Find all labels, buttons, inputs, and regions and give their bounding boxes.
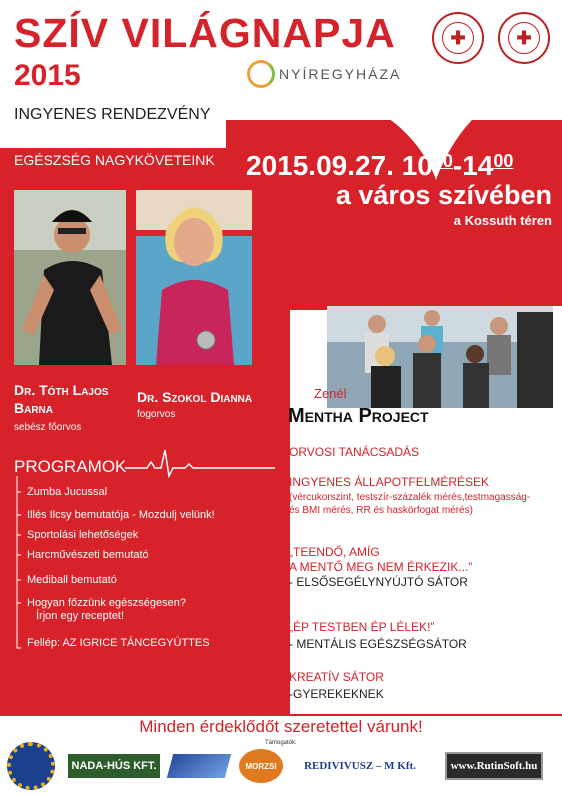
first-aid-tent: - ELSŐSEGÉLYNYÚJTÓ SÁTOR xyxy=(289,575,468,589)
city-logo-icon xyxy=(247,60,275,88)
mental-quote: „ÉP TESTBEN ÉP LÉLEK!” xyxy=(289,620,435,634)
welcome-message: Minden érdeklődőt szeretettel várunk! xyxy=(139,717,423,736)
ambassadors-label: EGÉSZSÉG NAGYKÖVETEINK xyxy=(14,152,215,168)
first-aid-quote-line2: A MENTŐ MEG NEM ÉRKEZIK...” xyxy=(289,560,473,574)
first-aid-quote-line1: „TEENDŐ, AMÍG xyxy=(289,545,380,559)
rotary-logo xyxy=(4,744,58,788)
redivivusz-logo xyxy=(294,744,426,788)
morzsi-logo-text: MORZSI xyxy=(239,749,283,783)
program-item: Fellép: AZ IGRICE TÁNCEGYÜTTES xyxy=(27,637,210,649)
event-date: 2015.09.27. 10 xyxy=(246,150,433,181)
program-item: Írjon egy receptet! xyxy=(36,610,125,622)
doctor-1-name-line2: Barna xyxy=(14,400,53,416)
doctor-2-role: fogorvos xyxy=(137,409,176,420)
morzsi-logo xyxy=(234,744,288,788)
hospital-seal-2: ✚ xyxy=(498,12,550,64)
cyclist-photo xyxy=(14,190,126,365)
event-year: 2015 xyxy=(14,59,81,92)
programs-title: PROGRAMOK xyxy=(14,457,127,476)
end-hour: -14 xyxy=(452,150,494,181)
sponsor-graphic-logo xyxy=(168,744,230,788)
band-photo xyxy=(327,306,553,408)
free-event-subtitle: INGYENES RENDEZVÉNY xyxy=(14,106,211,123)
program-item: Mediball bemutató xyxy=(27,574,117,586)
rutinsoft-text[interactable]: www.RutinSoft.hu xyxy=(445,752,544,780)
free-checks-detail-2: és BMI mérés, RR és haskörfogat mérés) xyxy=(289,505,473,516)
program-item: Sportolási lehetőségek xyxy=(27,529,139,541)
nadahus-logo-text: NADA-HÚS KFT. xyxy=(68,754,161,778)
program-item: Harcművészeti bemutató xyxy=(27,549,149,561)
event-square: a Kossuth téren xyxy=(453,213,552,228)
end-minutes: 00 xyxy=(493,151,514,171)
music-label: Zenél xyxy=(314,386,347,401)
doctor-1 xyxy=(14,381,108,433)
heartbeat-line xyxy=(125,448,275,478)
city-logo xyxy=(247,60,401,88)
doctor-2-name: Dr. Szokol Dianna xyxy=(137,389,253,405)
hospital-seal-1: ✚ xyxy=(432,12,484,64)
rotary-wheel-icon xyxy=(7,742,55,790)
redivivusz-text: REDIVIVUSZ – M Kft. xyxy=(304,760,416,772)
program-bracket xyxy=(11,476,21,651)
free-checks-detail-1: (vércukorszint, testszír-százalék mérés,testmagasság- xyxy=(289,492,531,503)
swimmer-photo xyxy=(136,190,252,365)
doctor-1-role: sebész főorvos xyxy=(14,422,82,433)
doctor-2 xyxy=(137,388,252,420)
band-name: Mentha Project xyxy=(288,405,429,427)
start-minutes: 00 xyxy=(432,151,453,171)
supporters-label: Támogatók: xyxy=(265,740,297,746)
nadahus-logo xyxy=(64,744,164,788)
page-title: SZÍV VILÁGNAPJA xyxy=(14,10,396,56)
program-item: Illés Ilcsy bemutatója - Mozdulj velünk! xyxy=(27,509,215,521)
event-venue: a város szívében xyxy=(335,180,552,210)
free-checks-title: INGYENES ÁLLAPOTFELMÉRÉSEK xyxy=(289,475,490,489)
medical-consultation: ORVOSI TANÁCSADÁS xyxy=(289,445,420,459)
program-item: Zumba Jucussal xyxy=(27,486,108,498)
city-logo-text: NYÍREGYHÁZA xyxy=(279,66,402,82)
creative-tent-title: KREATÍV SÁTOR xyxy=(289,670,384,684)
program-item: Hogyan főzzünk egészségesen? xyxy=(27,597,186,609)
creative-tent-sub: -GYEREKEKNEK xyxy=(289,687,384,701)
doctor-1-name-line1: Dr. Tóth Lajos xyxy=(14,382,109,398)
mental-tent: - MENTÁLIS EGÉSZSÉGSÁTOR xyxy=(289,637,467,651)
rutinsoft-logo xyxy=(432,744,556,788)
event-date-time xyxy=(246,150,513,182)
